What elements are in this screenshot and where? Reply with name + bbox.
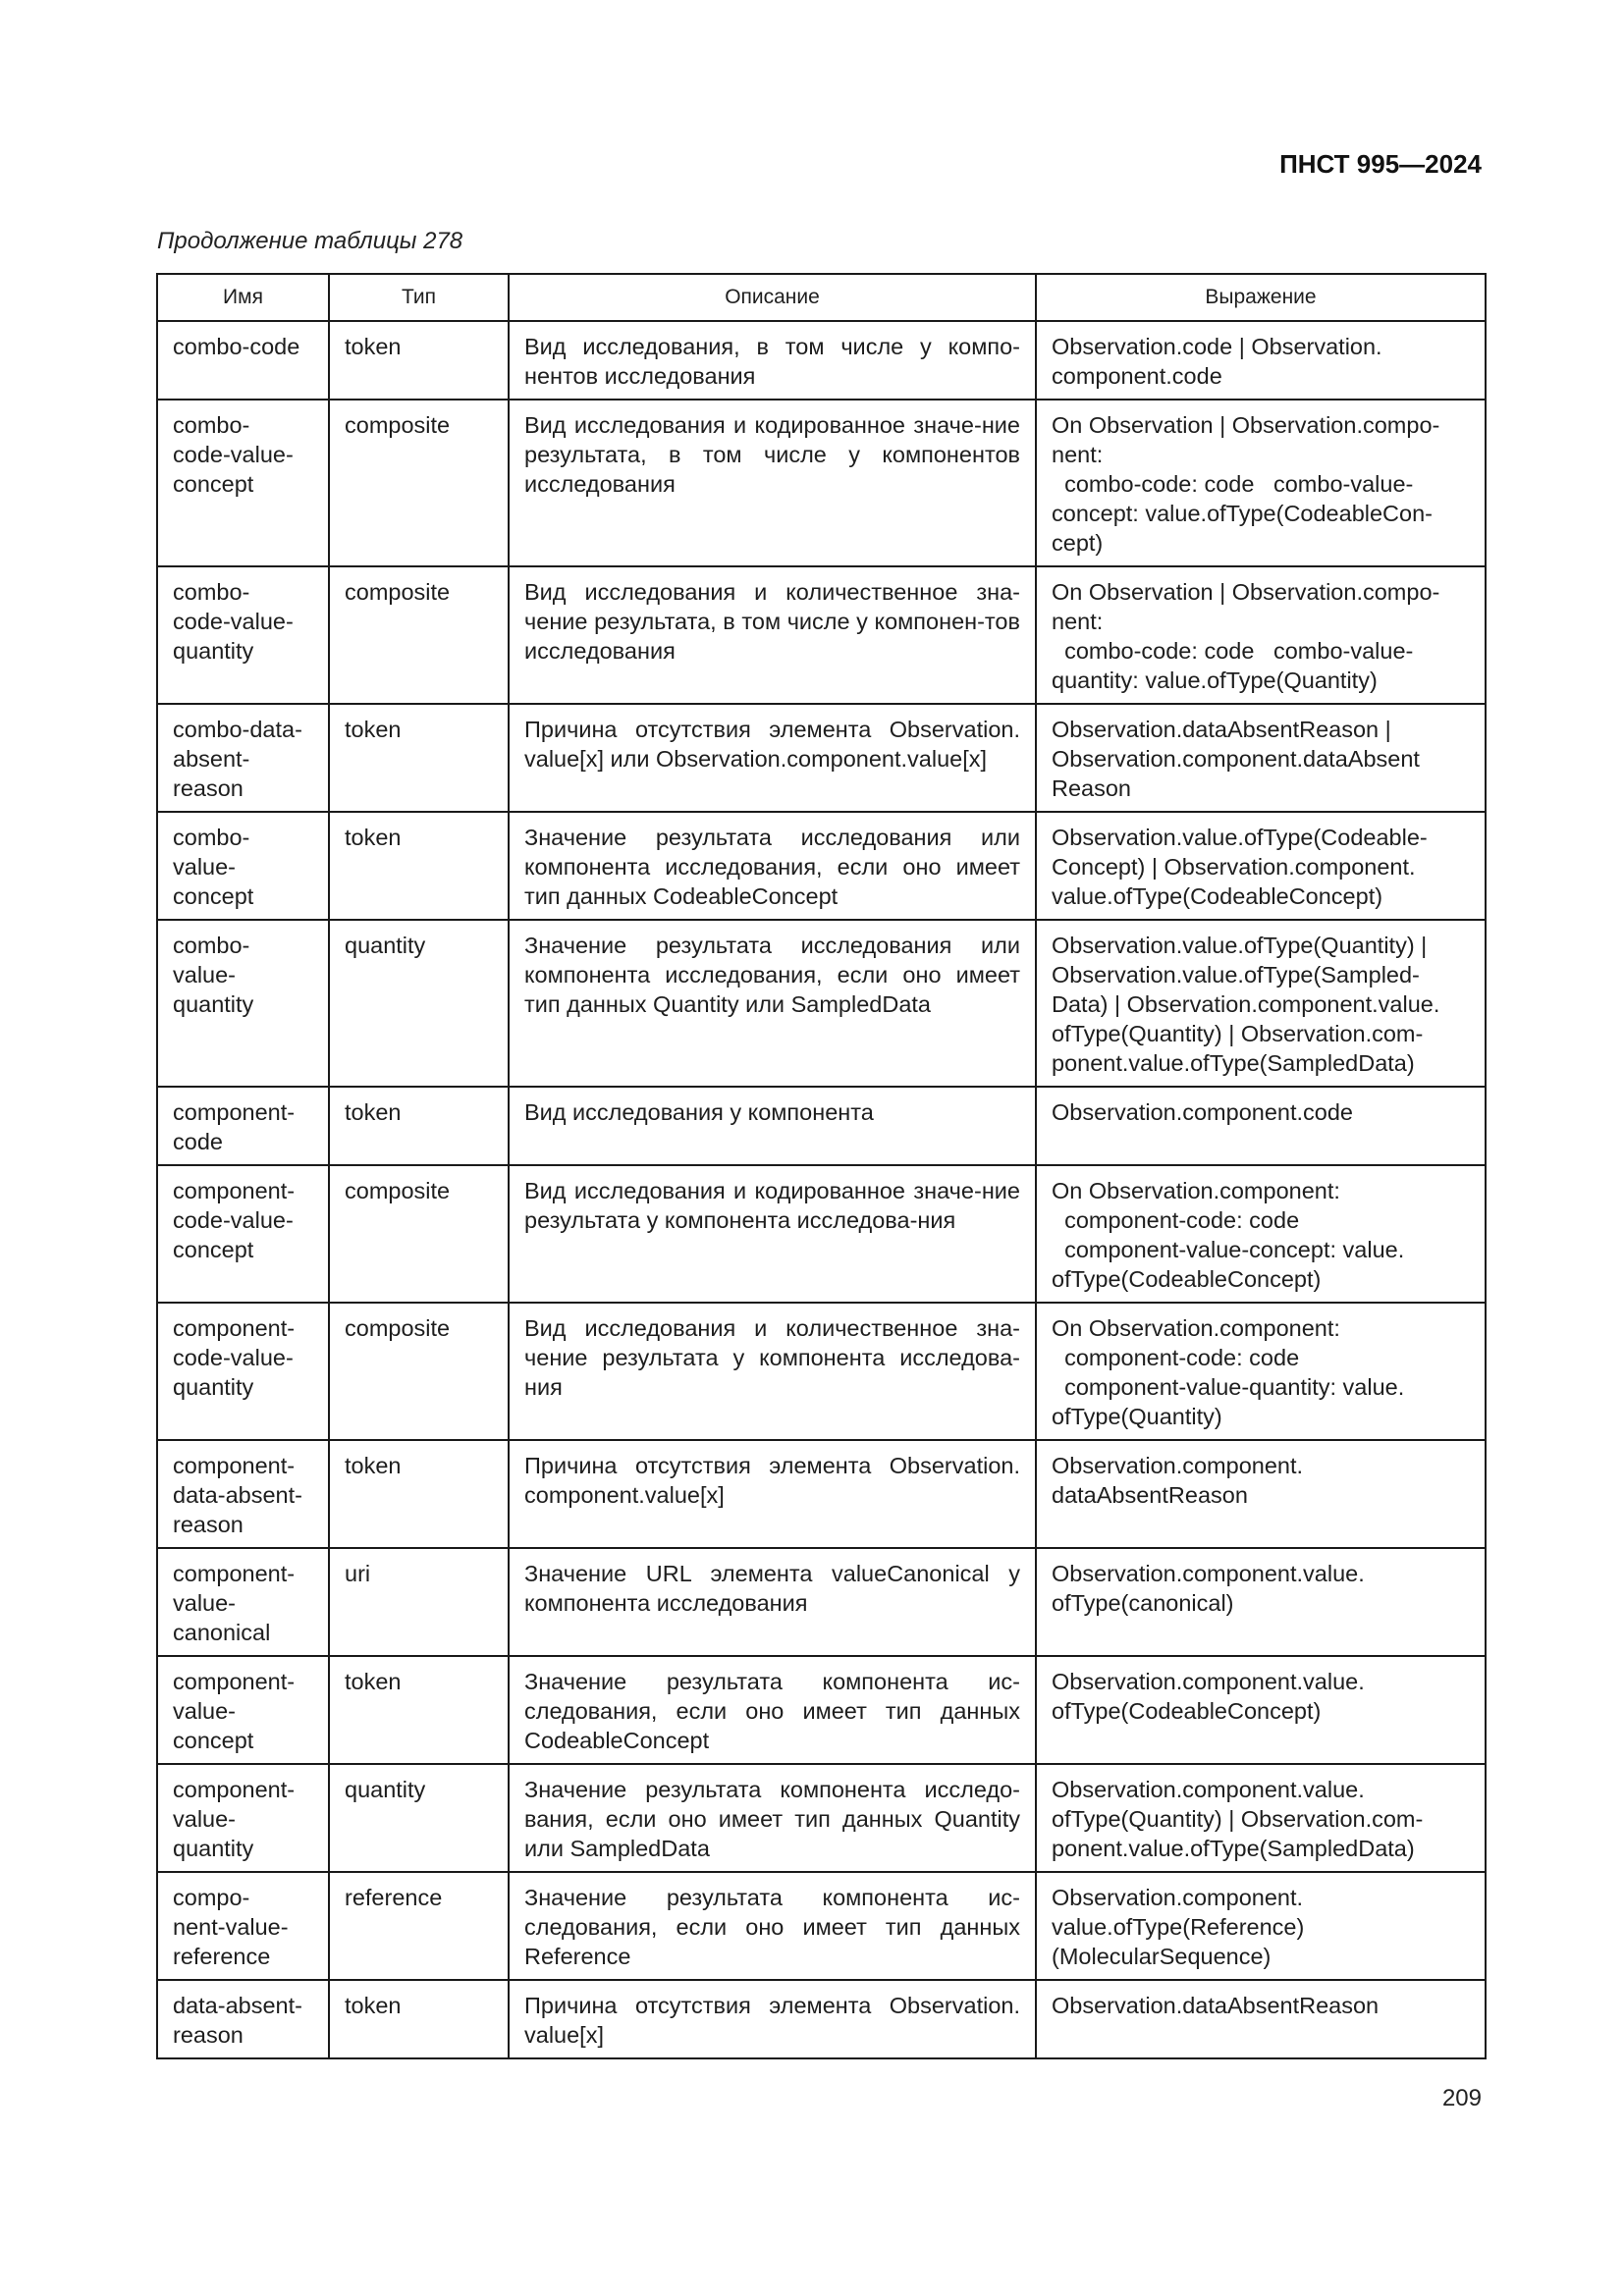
table-row — [157, 566, 1486, 704]
cell-description: Вид исследования, в том числе у компо-нентов исследования — [509, 321, 1036, 400]
cell-description: Вид исследования и количественное зна-чение результата у компонента исследова-ния — [509, 1303, 1036, 1440]
table-row — [157, 1764, 1486, 1872]
table-row — [157, 704, 1486, 812]
cell-type: token — [329, 1440, 509, 1548]
column-header-expression: Выражение — [1036, 274, 1486, 321]
search-parameters-table — [156, 273, 1487, 2059]
table-row — [157, 1440, 1486, 1548]
table-row — [157, 1548, 1486, 1656]
cell-name: combo- value- concept — [157, 812, 329, 920]
cell-expression: Observation.component.code — [1036, 1087, 1486, 1165]
table-row — [157, 1165, 1486, 1303]
table-row — [157, 920, 1486, 1087]
cell-name: combo- code-value- concept — [157, 400, 329, 566]
cell-expression: Observation.component. dataAbsentReason — [1036, 1440, 1486, 1548]
cell-expression: Observation.component.value. ofType(Quantity) | Observation.com- ponent.value.ofType(SampledData) — [1036, 1764, 1486, 1872]
cell-type: reference — [329, 1872, 509, 1980]
cell-description: Вид исследования у компонента — [509, 1087, 1036, 1165]
cell-expression: Observation.component.value. ofType(canonical) — [1036, 1548, 1486, 1656]
cell-name: data-absent- reason — [157, 1980, 329, 2058]
cell-type: token — [329, 1087, 509, 1165]
page-number: 209 — [1441, 2085, 1482, 2111]
table-row — [157, 1303, 1486, 1440]
cell-description: Значение результата компонента исследо-вания, если оно имеет тип данных Quantity или SampledData — [509, 1764, 1036, 1872]
cell-expression: Observation.value.ofType(Codeable- Concept) | Observation.component. value.ofType(CodeableConcept) — [1036, 812, 1486, 920]
table-row — [157, 321, 1486, 400]
table-row — [157, 1087, 1486, 1165]
cell-type: token — [329, 1656, 509, 1764]
cell-description: Вид исследования и количественное зна-чение результата, в том числе у компонен-тов исследования — [509, 566, 1036, 704]
cell-type: quantity — [329, 920, 509, 1087]
cell-expression: Observation.dataAbsentReason | Observation.component.dataAbsent Reason — [1036, 704, 1486, 812]
cell-description: Причина отсутствия элемента Observation. component.value[x] — [509, 1440, 1036, 1548]
cell-type: token — [329, 1980, 509, 2058]
cell-expression: On Observation | Observation.compo- nent: combo-code: code combo-value- concept: value.ofType(CodeableCon- cept) — [1036, 400, 1486, 566]
cell-description: Значение результата компонента ис-следования, если оно имеет тип данных CodeableConcept — [509, 1656, 1036, 1764]
cell-name: component- value- concept — [157, 1656, 329, 1764]
cell-description: Значение URL элемента valueCanonical у компонента исследования — [509, 1548, 1036, 1656]
cell-type: composite — [329, 566, 509, 704]
cell-name: component- code — [157, 1087, 329, 1165]
cell-name: combo-code — [157, 321, 329, 400]
cell-name: combo- value- quantity — [157, 920, 329, 1087]
cell-expression: On Observation | Observation.compo- nent: combo-code: code combo-value- quantity: value.ofType(Quantity) — [1036, 566, 1486, 704]
cell-name: component- value- canonical — [157, 1548, 329, 1656]
cell-type: token — [329, 321, 509, 400]
table-row — [157, 812, 1486, 920]
table-header-row — [157, 274, 1486, 321]
cell-expression: Observation.component.value. ofType(CodeableConcept) — [1036, 1656, 1486, 1764]
cell-description: Значение результата исследования или компонента исследования, если оно имеет тип данных Quantity или SampledData — [509, 920, 1036, 1087]
cell-expression: Observation.component. value.ofType(Reference) (MolecularSequence) — [1036, 1872, 1486, 1980]
cell-type: uri — [329, 1548, 509, 1656]
cell-description: Вид исследования и кодированное значе-ние результата у компонента исследова-ния — [509, 1165, 1036, 1303]
cell-type: quantity — [329, 1764, 509, 1872]
table-row — [157, 1872, 1486, 1980]
cell-name: combo-data- absent- reason — [157, 704, 329, 812]
cell-expression: Observation.value.ofType(Quantity) | Observation.value.ofType(Sampled- Data) | Observation.component.value. ofType(Quantity) | Observation.com- ponent.value.ofType(SampledData) — [1036, 920, 1486, 1087]
table-body — [157, 321, 1486, 2058]
cell-description: Значение результата исследования или компонента исследования, если оно имеет тип данных CodeableConcept — [509, 812, 1036, 920]
cell-name: component- code-value- quantity — [157, 1303, 329, 1440]
cell-type: token — [329, 704, 509, 812]
column-header-description: Описание — [509, 274, 1036, 321]
cell-type: composite — [329, 400, 509, 566]
cell-expression: Observation.code | Observation. component.code — [1036, 321, 1486, 400]
table-caption: Продолжение таблицы 278 — [157, 228, 463, 254]
cell-name: component- value- quantity — [157, 1764, 329, 1872]
cell-expression: Observation.dataAbsentReason — [1036, 1980, 1486, 2058]
cell-expression: On Observation.component: component-code: code component-value-quantity: value. ofType(Quantity) — [1036, 1303, 1486, 1440]
cell-type: composite — [329, 1303, 509, 1440]
cell-name: component- code-value- concept — [157, 1165, 329, 1303]
cell-description: Причина отсутствия элемента Observation. value[x] — [509, 1980, 1036, 2058]
cell-type: token — [329, 812, 509, 920]
cell-description: Причина отсутствия элемента Observation. value[x] или Observation.component.value[x] — [509, 704, 1036, 812]
cell-description: Вид исследования и кодированное значе-ние результата, в том числе у компонентов исследования — [509, 400, 1036, 566]
table-row — [157, 1656, 1486, 1764]
table-row — [157, 400, 1486, 566]
cell-type: composite — [329, 1165, 509, 1303]
cell-name: compo- nent-value- reference — [157, 1872, 329, 1980]
column-header-type: Тип — [329, 274, 509, 321]
cell-expression: On Observation.component: component-code: code component-value-concept: value. ofType(CodeableConcept) — [1036, 1165, 1486, 1303]
table-row — [157, 1980, 1486, 2058]
cell-name: component- data-absent- reason — [157, 1440, 329, 1548]
column-header-name: Имя — [157, 274, 329, 321]
cell-description: Значение результата компонента ис-следования, если оно имеет тип данных Reference — [509, 1872, 1036, 1980]
document-code: ПНСТ 995—2024 — [1279, 149, 1482, 179]
cell-name: combo- code-value- quantity — [157, 566, 329, 704]
